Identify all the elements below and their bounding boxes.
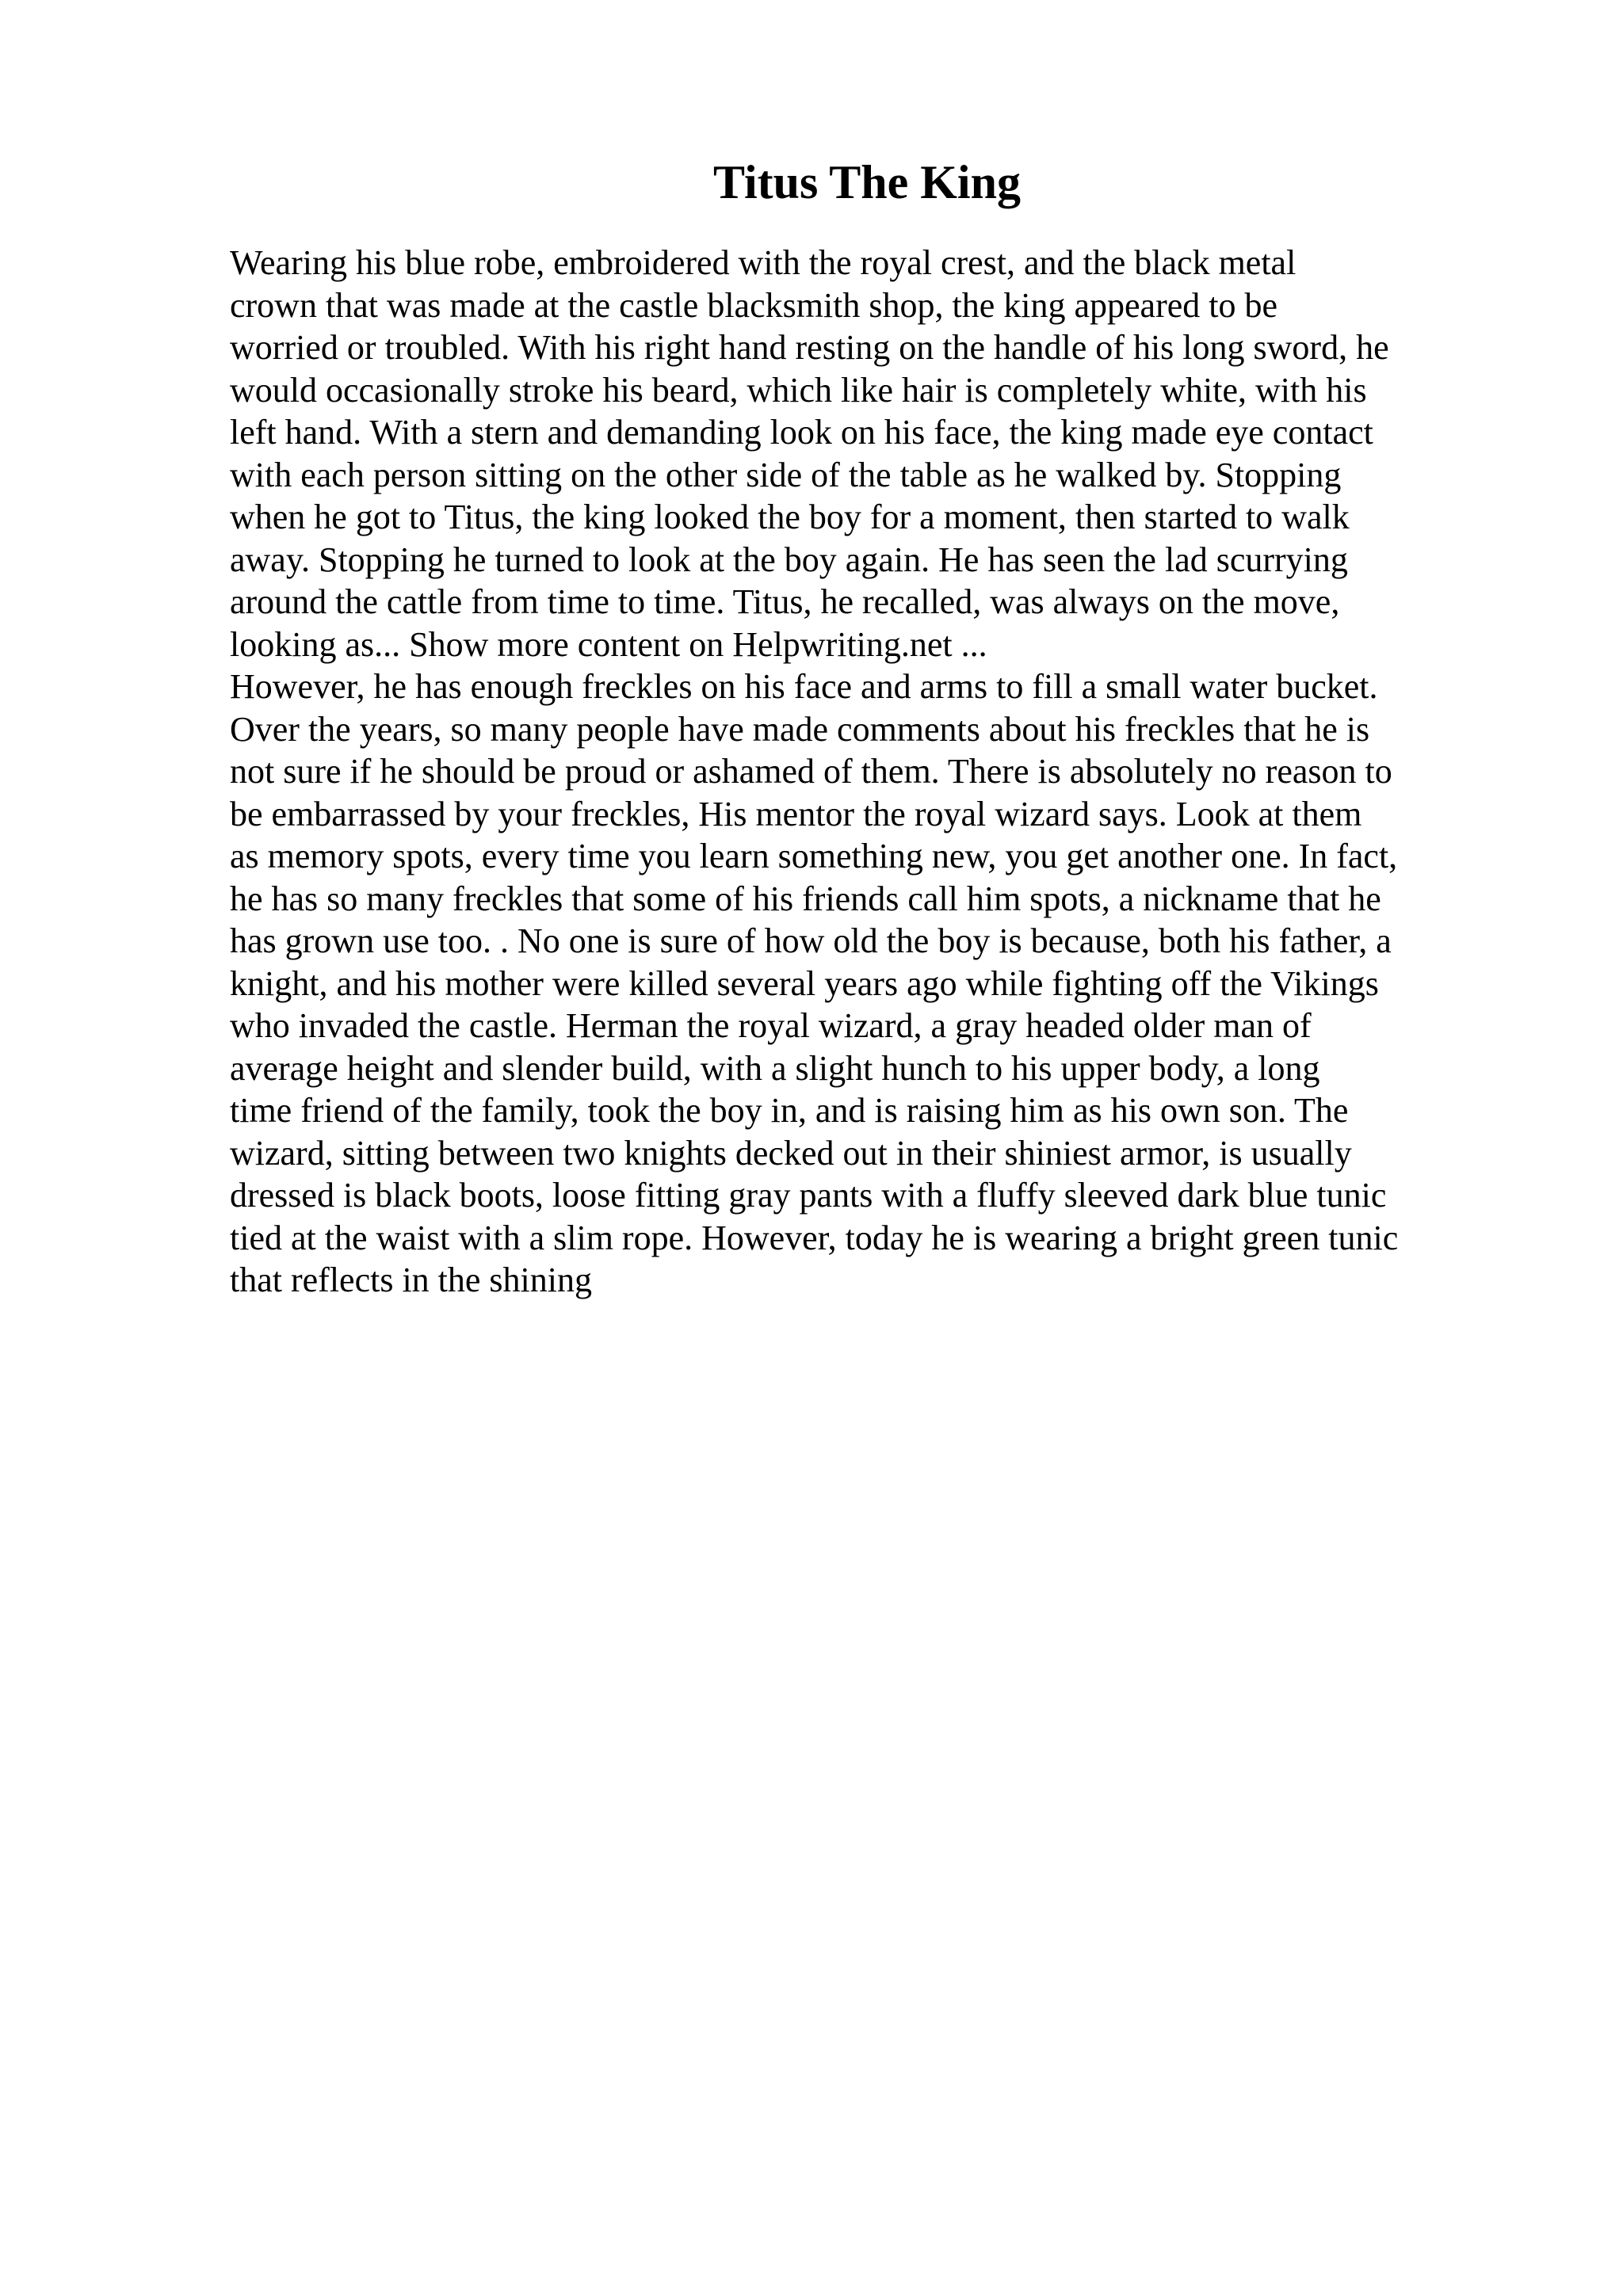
text-line: average height and slender build, with a slight hunch to his upper body, a long xyxy=(230,1048,1320,1088)
text-line: crown that was made at the castle blacksmith shop, the king appeared to be xyxy=(230,285,1278,325)
text-line: knight, and his mother were killed several years ago while fighting off the Vikings xyxy=(230,963,1379,1003)
document-body xyxy=(230,242,1482,1302)
text-line: tied at the waist with a slim rope. However, today he is wearing a bright green tunic xyxy=(230,1218,1399,1257)
text-line: time friend of the family, took the boy in, and is raising him as his own son. The xyxy=(230,1091,1349,1130)
text-line: be embarrassed by your freckles, His mentor the royal wizard says. Look at them xyxy=(230,794,1362,833)
text-line: who invaded the castle. Herman the royal wizard, a gray headed older man of xyxy=(230,1006,1312,1045)
text-line: he has so many freckles that some of his friends call him spots, a nickname that he xyxy=(230,879,1381,918)
text-line: has grown use too. . No one is sure of how old the boy is because, both his father, a xyxy=(230,921,1392,960)
text-line: around the cattle from time to time. Titus, he recalled, was always on the move, xyxy=(230,582,1340,621)
text-line: However, he has enough freckles on his face and arms to fill a small water bucket. xyxy=(230,667,1378,706)
text-line: looking as... Show more content on Helpwriting.net ... xyxy=(230,624,987,664)
text-line: dressed is black boots, loose fitting gray pants with a fluffy sleeved dark blue tunic xyxy=(230,1176,1387,1215)
text-line: Wearing his blue robe, embroidered with the royal crest, and the black metal xyxy=(230,243,1296,282)
text-line: left hand. With a stern and demanding look on his face, the king made eye contact xyxy=(230,413,1373,452)
document-title: Titus The King xyxy=(713,156,1021,208)
text-line: worried or troubled. With his right hand resting on the handle of his long sword, he xyxy=(230,328,1389,367)
text-line: away. Stopping he turned to look at the boy again. He has seen the lad scurrying xyxy=(230,540,1348,579)
text-line: wizard, sitting between two knights decked out in their shiniest armor, is usually xyxy=(230,1133,1352,1173)
text-line: when he got to Titus, the king looked the boy for a moment, then started to walk xyxy=(230,498,1350,536)
text-line: with each person sitting on the other side of the table as he walked by. Stopping xyxy=(230,455,1342,494)
text-line: would occasionally stroke his beard, which like hair is completely white, with his xyxy=(230,370,1367,410)
text-line: not sure if he should be proud or ashamed of them. There is absolutely no reason to xyxy=(230,752,1392,791)
text-line: Over the years, so many people have made comments about his freckles that he is xyxy=(230,709,1370,749)
text-line: as memory spots, every time you learn something new, you get another one. In fact, xyxy=(230,837,1398,875)
text-line: that reflects in the shining xyxy=(230,1261,592,1299)
